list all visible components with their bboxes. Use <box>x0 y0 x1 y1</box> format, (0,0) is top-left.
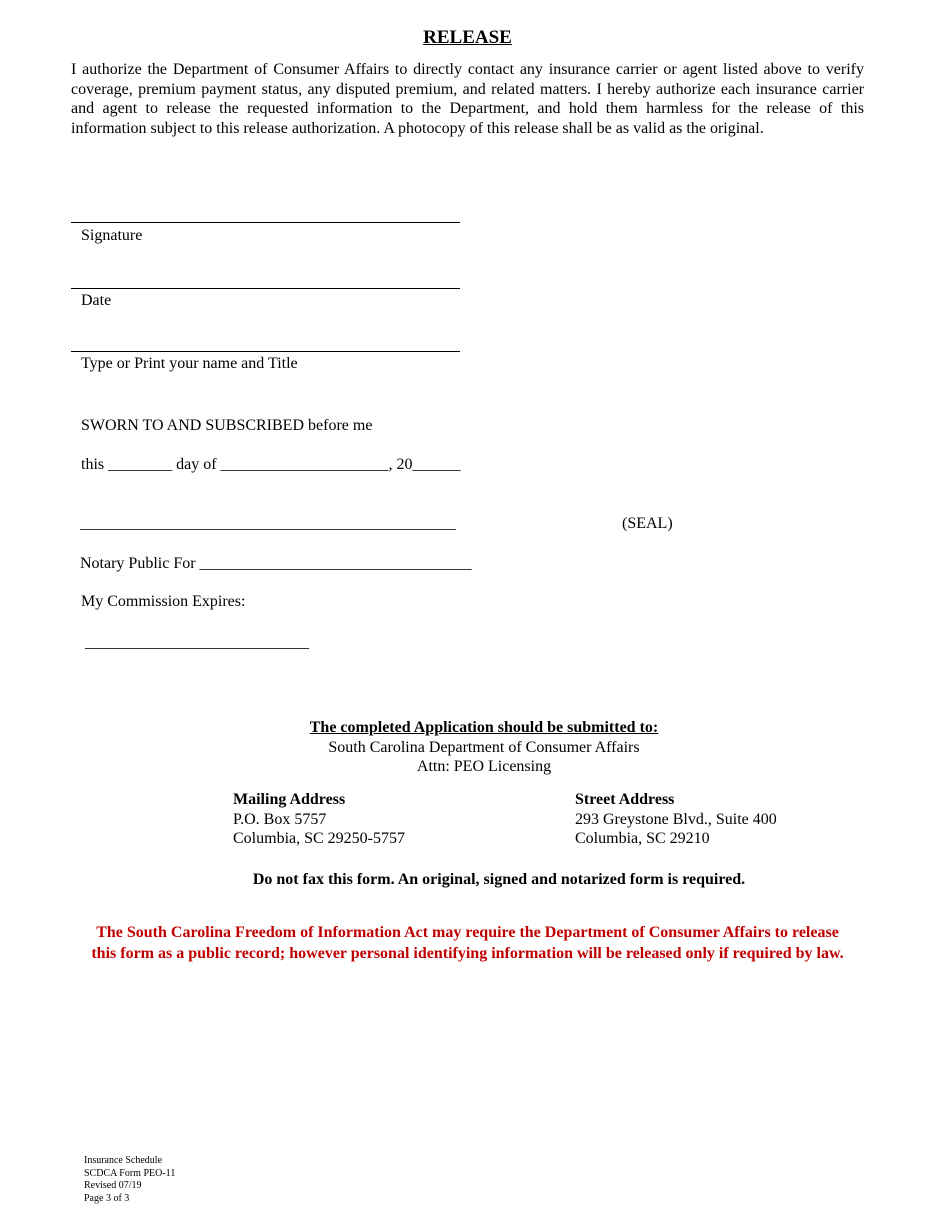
notary-public-field[interactable]: Notary Public For __________________________________ <box>80 555 472 572</box>
street-address-heading: Street Address <box>575 791 675 808</box>
footer-page-number: Page 3 of 3 <box>84 1192 130 1204</box>
mailing-address-heading: Mailing Address <box>233 791 346 808</box>
signature-label: Signature <box>81 227 143 244</box>
no-fax-notice: Do not fax this form. An original, signed and notarized form is required. <box>252 871 746 888</box>
day-month-year-fields[interactable]: this ________ day of _____________________, 20______ <box>81 456 461 473</box>
mailing-address-line1: P.O. Box 5757 <box>233 810 327 828</box>
page-title: RELEASE <box>423 27 512 48</box>
submission-heading: The completed Application should be submitted to: <box>309 719 659 736</box>
street-address-line2: Columbia, SC 29210 <box>575 830 710 847</box>
street-address-line1: 293 Greystone Blvd., Suite 400 <box>575 810 777 828</box>
commission-expires-line[interactable]: ____________________________ <box>85 634 309 651</box>
name-title-label: Type or Print your name and Title <box>81 355 298 372</box>
commission-expires-label: My Commission Expires: <box>81 593 246 610</box>
date-label: Date <box>81 292 112 309</box>
sworn-statement: SWORN TO AND SUBSCRIBED before me <box>81 417 373 434</box>
date-line[interactable] <box>71 288 460 289</box>
notary-signature-line[interactable]: _______________________________________________ <box>80 515 456 532</box>
footer-revision: Revised 07/19 <box>84 1180 142 1191</box>
department-name: South Carolina Department of Consumer Affairs <box>328 738 640 756</box>
name-title-line[interactable] <box>71 351 460 352</box>
street-address <box>575 790 777 849</box>
footer-form-number: SCDCA Form PEO-11 <box>84 1167 176 1179</box>
mailing-address-line2: Columbia, SC 29250-5757 <box>233 830 406 847</box>
seal-label: (SEAL) <box>622 515 673 532</box>
mailing-address <box>233 790 405 849</box>
foia-notice-line2: this form as a public record; however personal identifying information will be released only if required by law. <box>91 945 844 962</box>
signature-line[interactable] <box>71 222 460 223</box>
authorization-paragraph: I authorize the Department of Consumer Affairs to directly contact any insurance carrier or agent listed above to verify coverage, premium payment status, any disputed premium, and related matters. I hereby authorize each insurance carrier and agent to release the requested information to the Department, and hold them harmless for the release of this information subject to this release authorization. A photocopy of this release shall be as valid as the original. <box>71 61 864 137</box>
foia-notice <box>0 922 935 964</box>
foia-notice-line1: The South Carolina Freedom of Information Act may require the Department of Consumer Affairs to release <box>96 924 839 941</box>
footer-schedule-name: Insurance Schedule <box>84 1155 163 1166</box>
form-footer <box>84 1155 175 1205</box>
attention-line: Attn: PEO Licensing <box>416 758 552 775</box>
submission-info <box>0 718 950 777</box>
